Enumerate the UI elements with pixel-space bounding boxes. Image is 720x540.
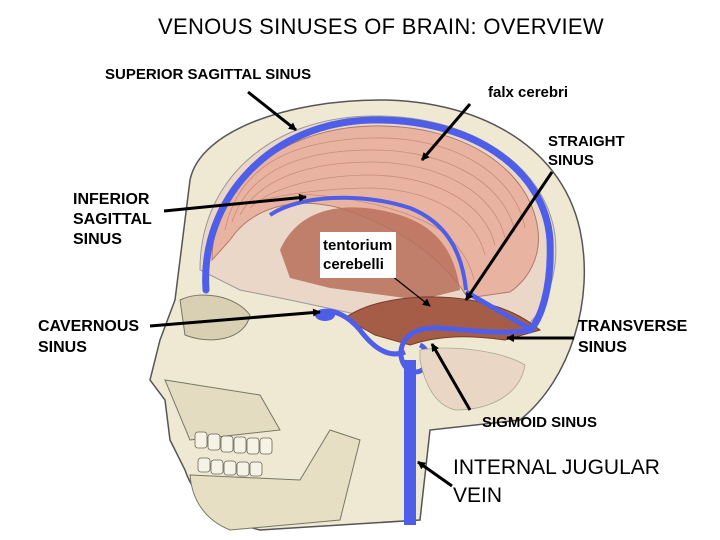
internal-jugular-vein [404, 360, 416, 525]
label-inferior-sagittal-line2: SAGITTAL [73, 211, 152, 228]
label-inferior-sagittal-line1: INFERIOR [73, 191, 150, 208]
label-jugular-line1: INTERNAL JUGULAR [453, 456, 660, 479]
label-jugular-line2: VEIN [453, 484, 503, 507]
label-inferior-sagittal-line3: SINUS [73, 231, 122, 248]
label-tentorium-line1: tentorium [323, 237, 393, 254]
label-transverse-line1: TRANSVERSE [578, 318, 688, 335]
label-tentorium-line2: cerebelli [323, 256, 384, 273]
label-sigmoid-sinus: SIGMOID SINUS [482, 414, 598, 431]
label-falx-cerebri: falx cerebri [488, 84, 569, 101]
label-cavernous-line2: SINUS [38, 339, 87, 356]
label-straight-sinus-line2: SINUS [548, 152, 594, 169]
label-cavernous-line1: CAVERNOUS [38, 318, 140, 335]
page-title: VENOUS SINUSES OF BRAIN: OVERVIEW [158, 14, 604, 39]
label-transverse-line2: SINUS [578, 339, 627, 356]
label-straight-sinus-line1: STRAIGHT [548, 133, 625, 150]
label-superior-sagittal-sinus: SUPERIOR SAGITTAL SINUS [105, 66, 312, 83]
